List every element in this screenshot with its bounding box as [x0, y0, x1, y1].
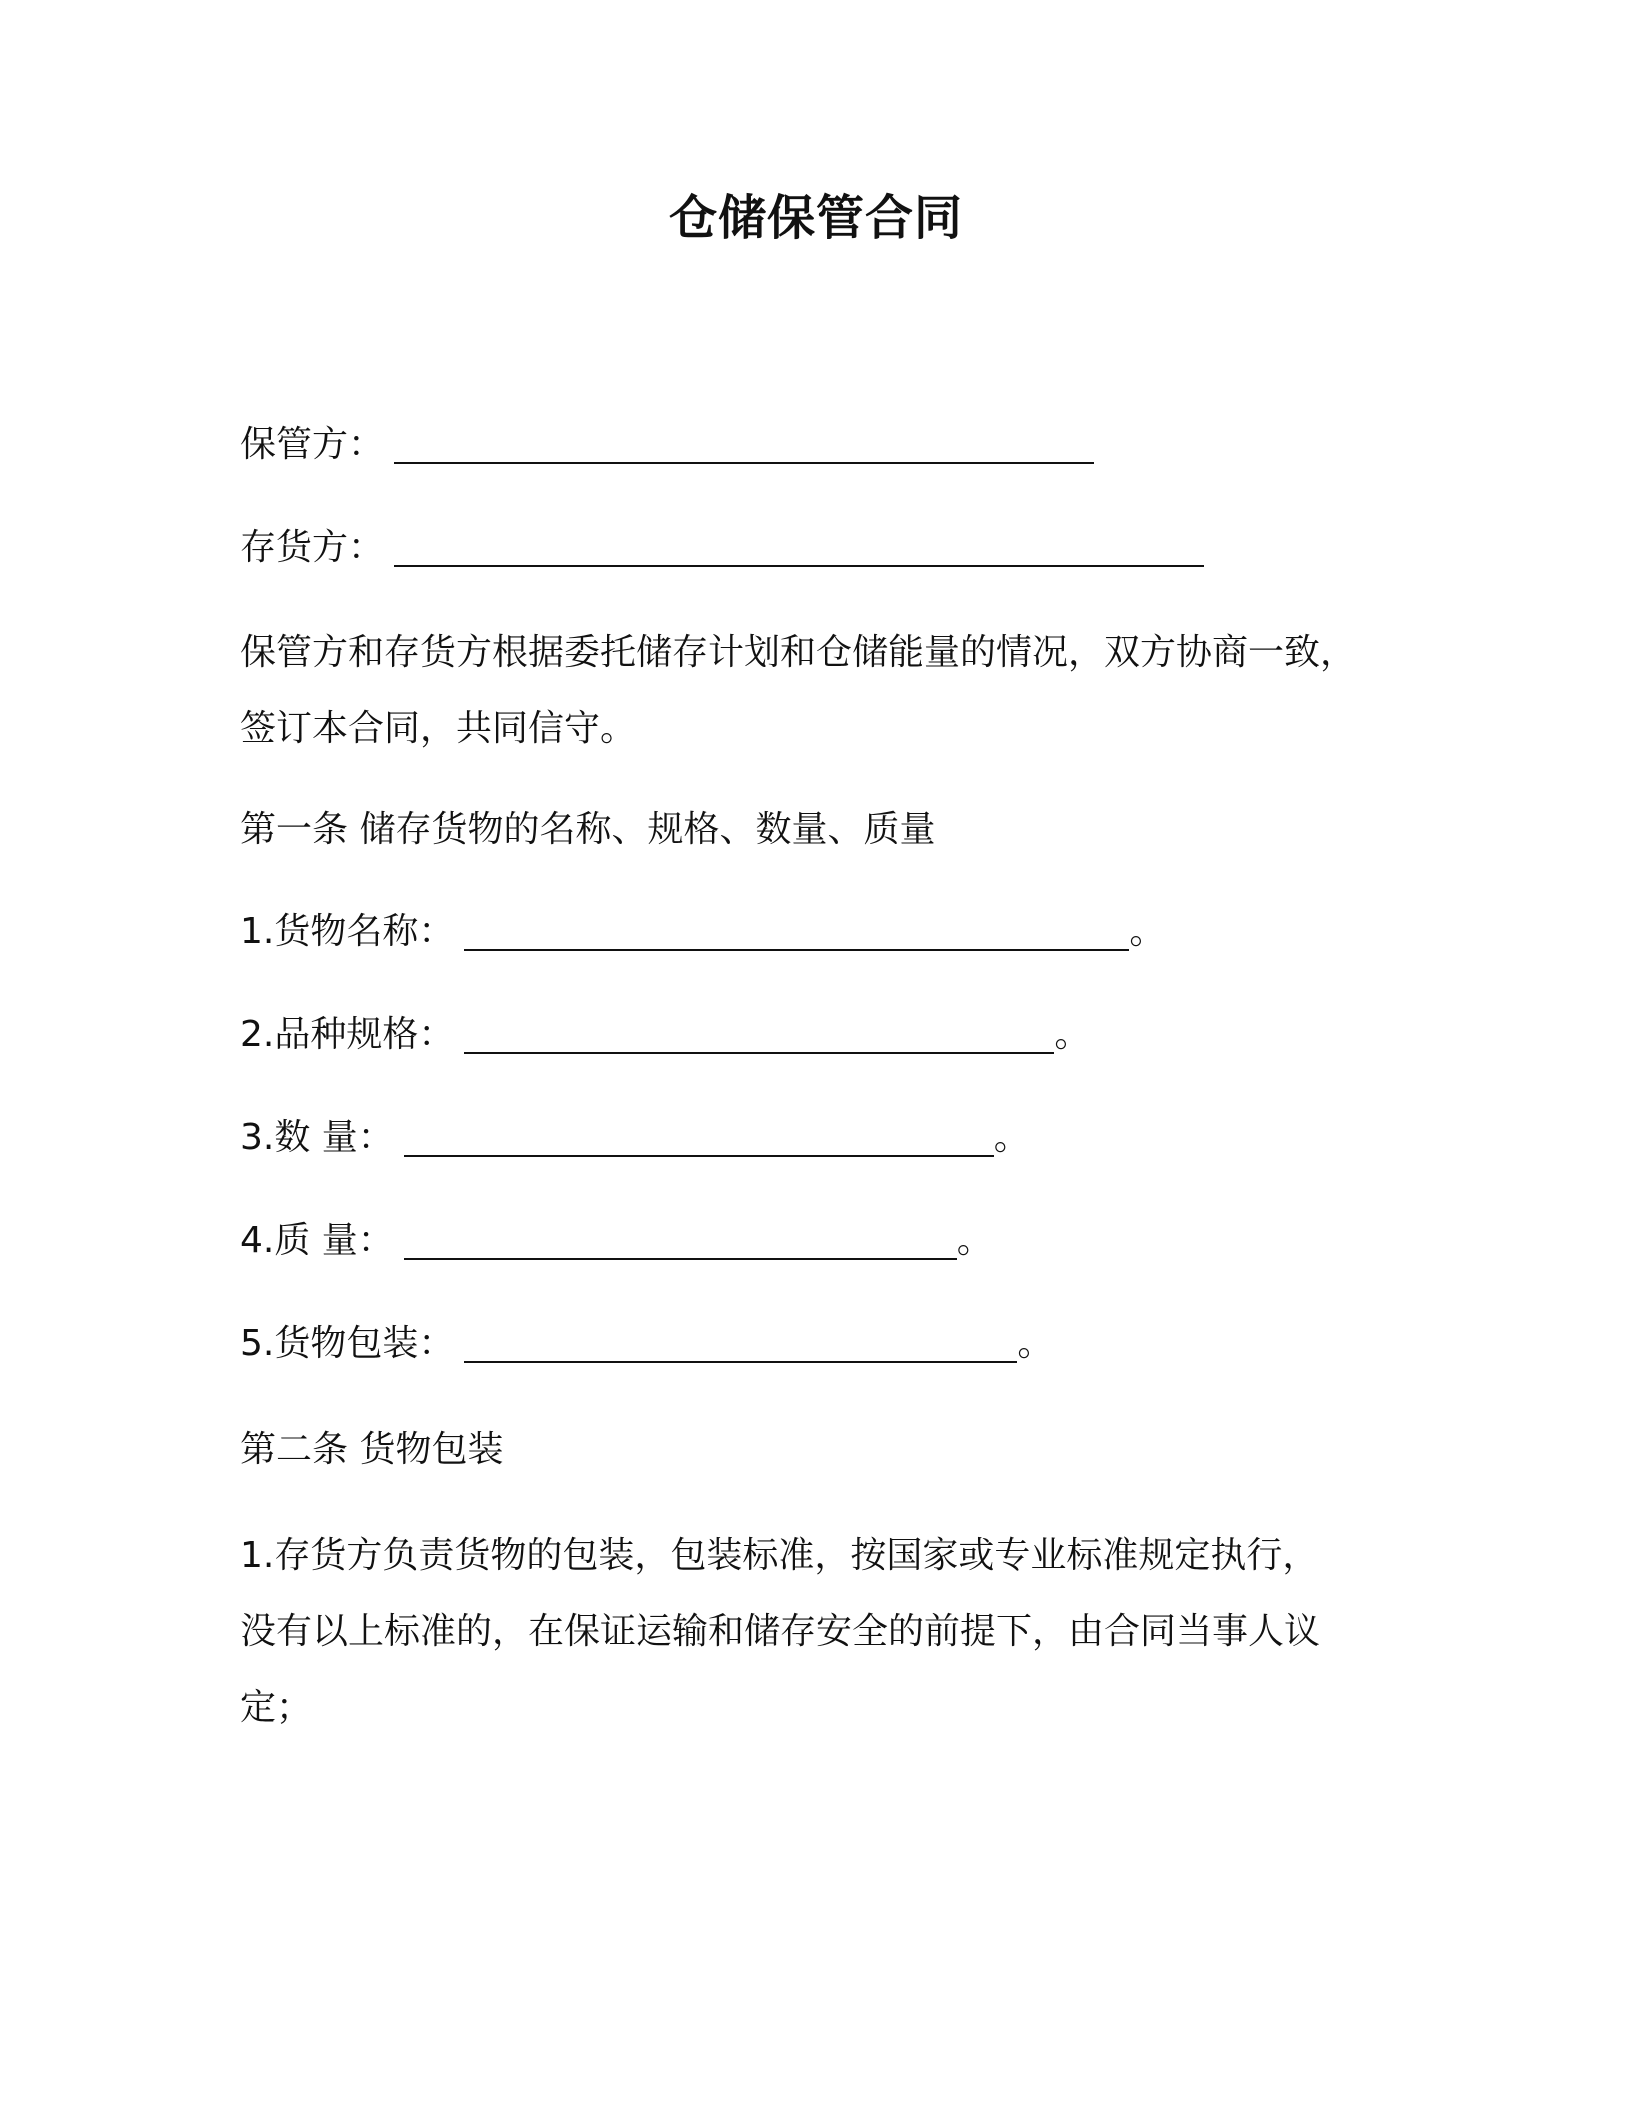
article1-item: [240, 1219, 993, 1262]
intro-line: 保管方和存货方根据委托储存计划和仓储能量的情况，双方协商一致，: [240, 632, 1357, 673]
article2-clause: [240, 1518, 1390, 1746]
depositor-label: 存货方：: [240, 527, 385, 568]
article1-heading: 第一条 储存货物的名称、规格、数量、质量: [240, 809, 936, 850]
clause-line: 1.存货方负责货物的包装，包装标准，按国家或专业标准规定执行，: [240, 1535, 1319, 1576]
item-label: 2.品种规格：: [240, 1014, 455, 1055]
item-label: 4.质 量：: [240, 1220, 394, 1261]
intro-paragraph: [240, 615, 1390, 767]
quantity-blank[interactable]: [404, 1119, 994, 1157]
article1-item: [240, 1322, 1053, 1365]
depositor-line: [240, 526, 1204, 569]
item-label: 5.货物包装：: [240, 1323, 455, 1364]
clause-line: 没有以上标准的，在保证运输和储存安全的前提下，由合同当事人议: [240, 1611, 1321, 1652]
spec-blank[interactable]: [464, 1016, 1054, 1054]
article2-heading: 第二条 货物包装: [240, 1429, 504, 1470]
item-label: 3.数 量：: [240, 1117, 394, 1158]
article1-item: [240, 1013, 1090, 1056]
keeper-blank[interactable]: [394, 426, 1094, 464]
article1-item: [240, 1116, 1030, 1159]
item-end: 。: [1129, 911, 1166, 952]
quality-blank[interactable]: [404, 1222, 957, 1260]
keeper-line: [240, 423, 1094, 466]
item-end: 。: [1054, 1014, 1091, 1055]
clause-line: 定；: [240, 1687, 313, 1728]
item-end: 。: [993, 1117, 1030, 1158]
document-title: 仓储保管合同: [668, 190, 963, 246]
keeper-label: 保管方：: [240, 424, 385, 465]
depositor-blank[interactable]: [394, 529, 1204, 567]
item-end: 。: [1017, 1323, 1054, 1364]
item-end: 。: [956, 1220, 993, 1261]
article1-item: [240, 910, 1165, 953]
intro-line: 签订本合同，共同信守。: [240, 708, 637, 749]
item-label: 1.货物名称：: [240, 911, 455, 952]
packaging-blank[interactable]: [464, 1325, 1017, 1363]
goods-name-blank[interactable]: [464, 913, 1129, 951]
